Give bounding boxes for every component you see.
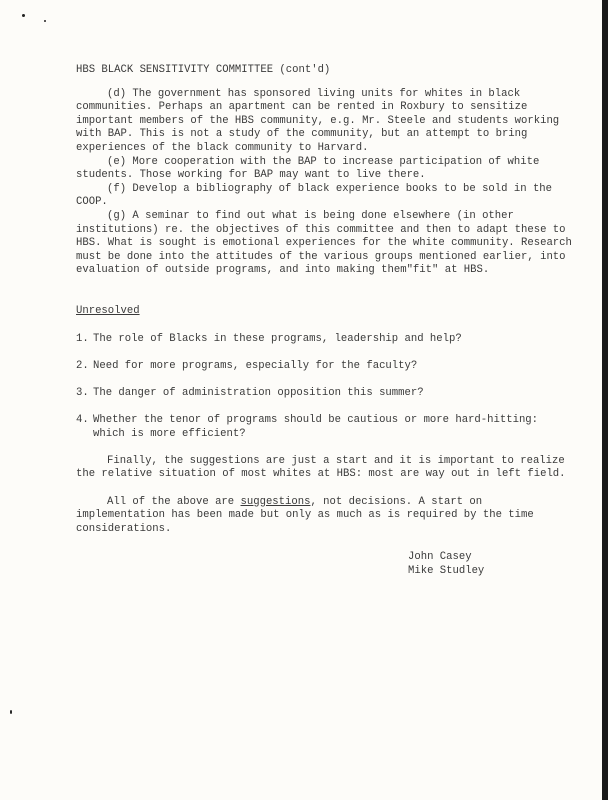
- list-item-text: The role of Blacks in these programs, leadership and help?: [93, 332, 462, 345]
- unresolved-list: [76, 333, 576, 442]
- scan-speck: [22, 14, 25, 17]
- paragraph-g: (g) A seminar to find out what is being done elsewhere (in other institutions) re. the objectives of this committee and then to adapt these to HBS. What is sought is emotional experiences for the white community. Research must be done into the attitudes of the various groups mentioned earlier, into evaluation of outside programs, and into making them"fit" at HBS.: [76, 209, 579, 277]
- signer-name: John Casey: [408, 551, 472, 563]
- list-item-text: Whether the tenor of programs should be cautious or more hard-hitting: which is more efficient?: [93, 414, 539, 440]
- list-item: [76, 414, 576, 441]
- document-header: HBS BLACK SENSITIVITY COMMITTEE (cont'd): [76, 64, 331, 76]
- paragraph-e: (e) More cooperation with the BAP to increase participation of white students. Those working for BAP may want to live there.: [76, 155, 546, 182]
- paragraph-f: (f) Develop a bibliography of black experience books to be sold in the COOP.: [76, 182, 559, 209]
- closing-text-start: All of the above are: [107, 495, 241, 508]
- list-item-text: Need for more programs, especially for the faculty?: [93, 359, 418, 372]
- closing-paragraph-suggestions: [76, 496, 576, 537]
- list-item-number: 2.: [76, 359, 89, 372]
- scan-speck: [10, 710, 12, 714]
- document-body: [76, 64, 579, 550]
- list-item-number: 3.: [76, 386, 89, 399]
- emphasized-word: suggestions: [240, 495, 311, 508]
- unresolved-heading: Unresolved: [76, 304, 140, 317]
- signature-block: [408, 551, 484, 578]
- closing-text-end: , not decisions. A start on implementation has been made but only as much as is required by the time considerations.: [76, 495, 541, 535]
- list-item-number: 4.: [76, 414, 89, 427]
- list-item-number: 1.: [76, 332, 89, 345]
- signer-name: Mike Studley: [408, 564, 485, 577]
- paragraph-d: (d) The government has sponsored living units for whites in black communities. Perhaps an apartment can be rented in Roxbury to sensitize important members of the HBS community, e.g. Mr. Steele and students working with BAP. This is not a study of the community, but an attempt to bring experiences of the black community to Harvard.: [76, 87, 566, 154]
- list-item: [76, 360, 576, 374]
- list-item: [76, 333, 576, 347]
- list-item-text: The danger of administration opposition this summer?: [93, 386, 424, 399]
- scan-speck: [44, 20, 46, 22]
- list-item: [76, 387, 576, 401]
- closing-paragraph-finally: Finally, the suggestions are just a start and it is important to realize the relative situation of most whites at HBS: most are way out in left field.: [76, 454, 572, 481]
